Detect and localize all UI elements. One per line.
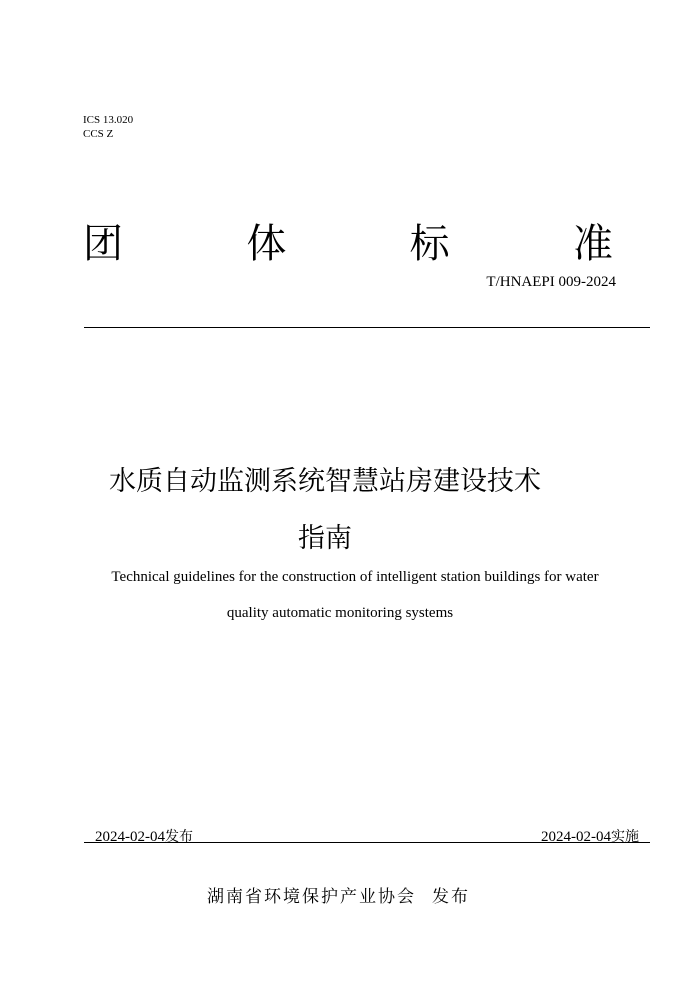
standard-code: T/HNAEPI 009-2024 — [486, 274, 616, 290]
title-zh-line-2: 指南 — [298, 523, 352, 554]
publisher-line — [207, 882, 470, 907]
standard-type-char-4: 准 — [572, 220, 613, 267]
title-en-line-1: Technical guidelines for the construction of intelligent station buildings for water — [111, 569, 599, 585]
implement-date-label: 实施 — [611, 829, 639, 845]
standard-type-char-2: 体 — [246, 220, 287, 267]
ccs-code: CCS Z — [83, 128, 114, 140]
top-divider — [84, 327, 650, 328]
standard-type-char-1: 团 — [83, 220, 123, 267]
implement-date-value: 2024-02-04 — [541, 829, 611, 845]
ics-code: ICS 13.020 — [83, 114, 134, 126]
publisher-name: 湖南省环境保护产业协会 — [207, 887, 416, 907]
standard-type-char-3: 标 — [409, 220, 450, 267]
publish-date-value: 2024-02-04 — [95, 829, 165, 845]
publish-date — [95, 826, 193, 846]
title-en-line-2: quality automatic monitoring systems — [226, 605, 454, 621]
standard-type-heading — [83, 210, 613, 270]
implement-date — [541, 826, 639, 846]
bottom-divider — [84, 842, 650, 843]
publisher-action: 发布 — [432, 887, 470, 907]
title-zh-line-1: 水质自动监测系统智慧站房建设技术 — [109, 466, 541, 497]
publish-date-label: 发布 — [165, 829, 193, 845]
classification-codes — [83, 113, 133, 141]
